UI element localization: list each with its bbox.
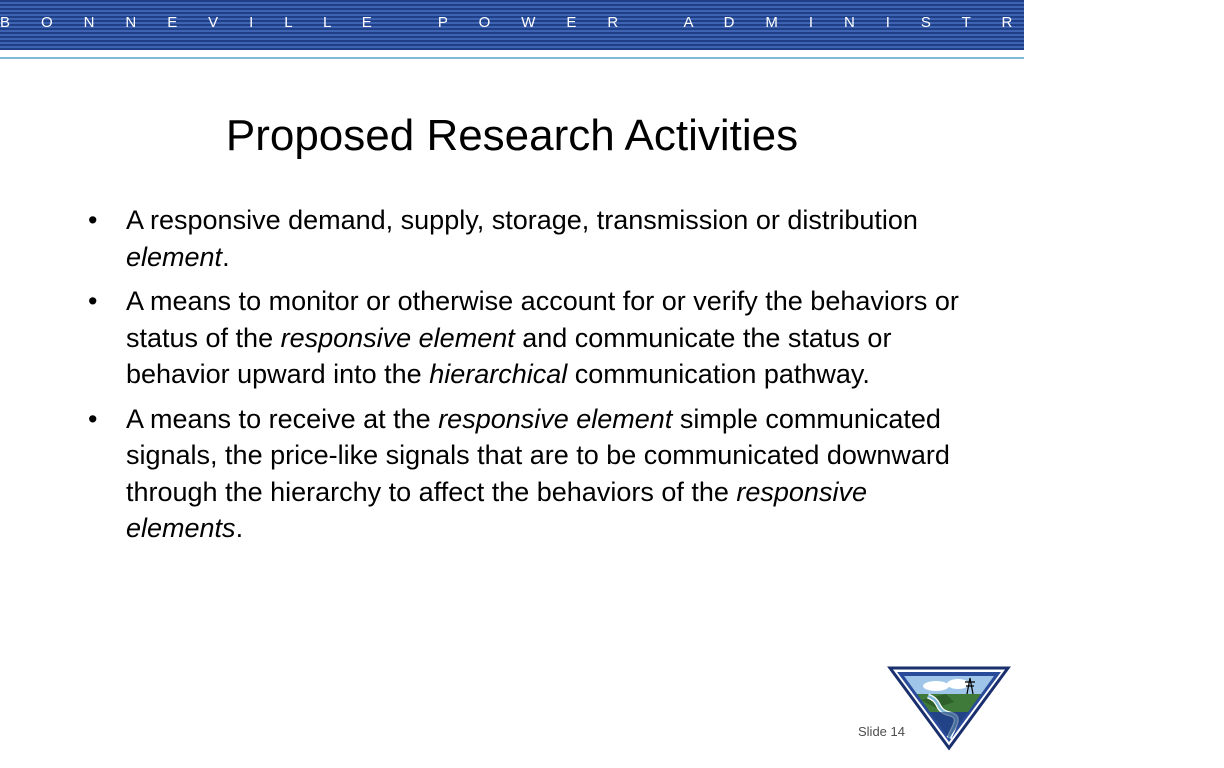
- bullet-italic-segment: hierarchical: [429, 359, 568, 389]
- bpa-logo-icon: [888, 666, 1010, 750]
- bullet-italic-segment: responsive elements: [126, 476, 867, 543]
- bullet-italic-segment: responsive element: [438, 403, 673, 434]
- slide-title: Proposed Research Activities: [225, 111, 799, 160]
- bullet-text-segment: A responsive demand, supply, storage, transmission or distribution: [126, 205, 918, 235]
- bullet-text-segment: simple communicated signals, the price-like signals that are to be communicated downward through the hierarchy to affect the behaviors of the: [126, 403, 950, 507]
- bullet-list: [80, 202, 960, 555]
- header-band: [0, 0, 1224, 50]
- bullet-text: [126, 404, 950, 544]
- bullet-text-segment: .: [235, 513, 244, 543]
- bullet-italic-segment: element: [126, 241, 223, 272]
- header-divider: [0, 57, 1024, 59]
- bullet-item: [80, 283, 960, 393]
- bullet-text: [126, 205, 918, 272]
- bullet-text-segment: A means to receive at the: [126, 403, 439, 434]
- bullet-marker: •: [88, 205, 98, 235]
- bullet-text-segment: and communicate the status or behavior upward into the: [126, 322, 892, 389]
- bullet-marker: •: [88, 286, 98, 316]
- bullet-italic-segment: responsive element: [280, 322, 515, 353]
- bullet-marker: •: [88, 403, 98, 434]
- slide-number: Slide 14: [858, 724, 905, 739]
- bullet-text-segment: A means to monitor or otherwise account for or verify the behaviors or status of the: [126, 286, 959, 353]
- bullet-text-segment: .: [222, 241, 230, 272]
- bullet-item: [80, 401, 960, 547]
- organization-name: B O N N E V I L L E P O W E R A D M I N I S T R A T I O N: [0, 14, 1224, 31]
- bullet-item: [80, 202, 960, 275]
- bullet-text: [126, 286, 959, 389]
- bullet-text-segment: communication pathway.: [567, 359, 870, 389]
